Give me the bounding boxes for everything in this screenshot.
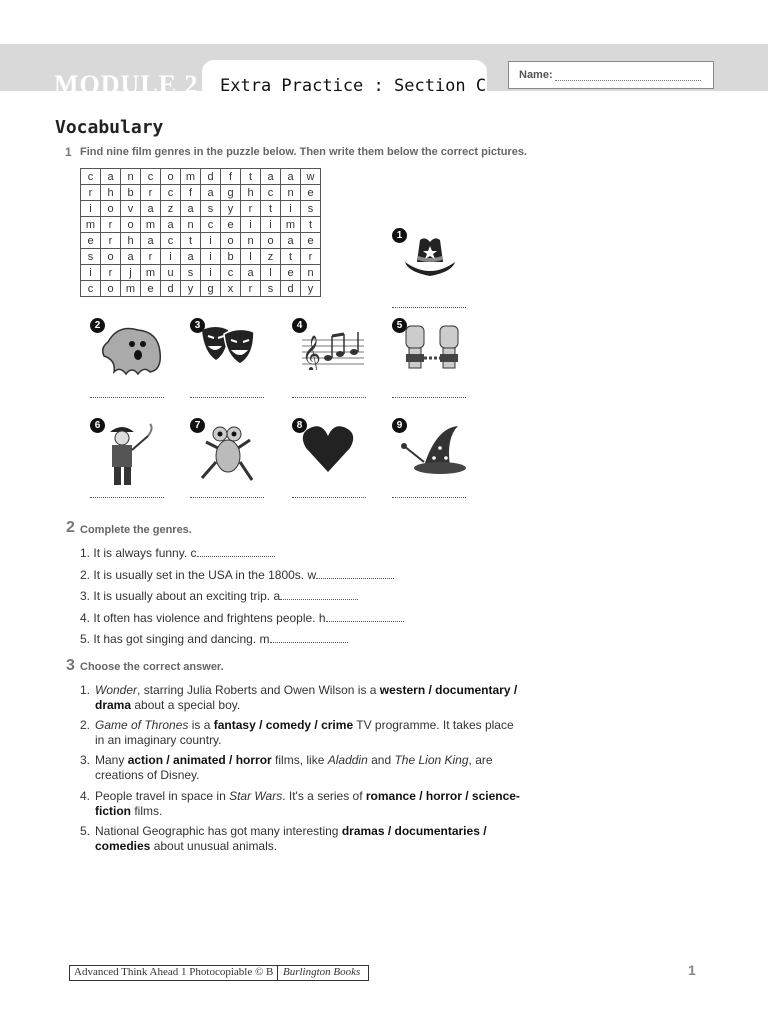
grid-cell[interactable]: b [221, 249, 241, 265]
grid-row [81, 249, 321, 265]
grid-cell[interactable]: c [161, 185, 181, 201]
svg-text:𝄞: 𝄞 [302, 334, 321, 370]
text-segment: about a special boy. [131, 698, 241, 712]
grid-cell[interactable]: z [161, 201, 181, 217]
grid-cell[interactable]: f [221, 169, 241, 185]
grid-cell[interactable]: d [201, 169, 221, 185]
grid-cell[interactable]: c [261, 185, 281, 201]
grid-cell[interactable]: y [181, 281, 201, 297]
grid-cell[interactable]: a [281, 169, 301, 185]
item-number: 2. [80, 567, 91, 582]
text-segment: Many [95, 753, 128, 767]
genre-item [80, 589, 358, 603]
item-text [95, 718, 520, 748]
section-title: Vocabulary [55, 117, 164, 138]
grid-cell[interactable]: c [221, 265, 241, 281]
grid-cell[interactable]: e [301, 185, 321, 201]
grid-row [81, 169, 321, 185]
grid-cell[interactable]: g [221, 185, 241, 201]
grid-cell[interactable]: v [121, 201, 141, 217]
grid-cell[interactable]: g [201, 281, 221, 297]
grid-cell[interactable]: j [121, 265, 141, 281]
answer-line[interactable] [392, 307, 466, 308]
picture-number: 2 [90, 318, 105, 333]
grid-cell[interactable]: w [301, 169, 321, 185]
item-text: It has got singing and dancing. [93, 632, 257, 646]
grid-row [81, 185, 321, 201]
grid-cell[interactable]: o [101, 281, 121, 297]
answer-line[interactable] [392, 497, 466, 498]
grid-cell[interactable]: i [201, 233, 221, 249]
genre-item [80, 611, 404, 625]
grid-cell[interactable]: r [241, 281, 261, 297]
picture-item [90, 418, 168, 498]
text-segment: People travel in space in [95, 789, 230, 803]
footer-copyright [69, 965, 369, 981]
page-title: Extra Practice : Section C [220, 76, 487, 96]
grid-cell[interactable]: h [241, 185, 261, 201]
cowboy-hat-icon [400, 232, 460, 287]
exercise-2-instruction: Complete the genres. [80, 524, 192, 536]
grid-cell[interactable]: r [101, 265, 121, 281]
grid-cell[interactable]: a [121, 249, 141, 265]
text-segment: National Geographic has got many interesting [95, 824, 342, 838]
item-number: 1. [80, 683, 91, 697]
grid-cell[interactable]: r [141, 185, 161, 201]
footer-text: Advanced Think Ahead 1 Photocopiable © B [74, 966, 274, 978]
answer-line[interactable] [392, 397, 466, 398]
grid-cell[interactable]: e [301, 233, 321, 249]
grid-cell[interactable]: n [181, 217, 201, 233]
picture-number: 1 [392, 228, 407, 243]
picture-number: 8 [292, 418, 307, 433]
grid-cell[interactable]: m [141, 217, 161, 233]
grid-cell[interactable]: o [261, 233, 281, 249]
title-italic: Game of Thrones [95, 718, 189, 732]
grid-cell[interactable]: t [261, 201, 281, 217]
text-segment: . It's a series of [282, 789, 366, 803]
answer-options[interactable]: fantasy / comedy / crime [213, 718, 354, 732]
question-item [80, 753, 520, 783]
item-number: 5. [80, 632, 91, 646]
grid-cell[interactable]: o [161, 169, 181, 185]
grid-cell[interactable]: m [181, 169, 201, 185]
grid-cell[interactable]: a [241, 265, 261, 281]
item-number: 1. [80, 546, 91, 560]
name-field[interactable] [555, 80, 701, 81]
picture-item [392, 418, 470, 498]
grid-cell[interactable]: s [181, 265, 201, 281]
item-first-letter: c [190, 546, 197, 560]
answer-line[interactable] [190, 497, 264, 498]
exercise-2-number: 2 [66, 519, 75, 536]
question-item [80, 718, 520, 748]
grid-row [81, 233, 321, 249]
grid-cell[interactable]: t [181, 233, 201, 249]
grid-cell[interactable]: a [281, 233, 301, 249]
grid-cell[interactable]: y [221, 201, 241, 217]
answer-options[interactable]: dramas / documentaries / comedies [95, 824, 487, 853]
text-segment: , starring Julia Roberts and Owen Wilson is a [137, 683, 380, 697]
grid-cell[interactable]: i [161, 249, 181, 265]
exercise-3-instruction: Choose the correct answer. [80, 661, 224, 673]
grid-cell[interactable]: b [121, 185, 141, 201]
grid-cell[interactable]: m [121, 281, 141, 297]
item-first-letter: a [273, 589, 281, 603]
grid-row [81, 201, 321, 217]
grid-cell[interactable]: i [241, 217, 261, 233]
text-segment: , are creations of Disney. [95, 753, 493, 782]
item-number: 3. [80, 589, 91, 603]
grid-cell[interactable]: i [261, 217, 281, 233]
answer-gap[interactable] [326, 611, 404, 622]
title-italic: Wonder [95, 683, 138, 697]
title-italic: Aladdin [327, 753, 368, 767]
grid-cell[interactable]: e [281, 265, 301, 281]
grid-cell[interactable]: u [161, 265, 181, 281]
picture-item [90, 318, 168, 398]
picture-number: 6 [90, 418, 105, 433]
footer-publisher: Burlington Books [283, 966, 361, 978]
grid-cell[interactable]: n [241, 233, 261, 249]
grid-cell[interactable]: o [101, 201, 121, 217]
item-first-letter: w [307, 567, 317, 582]
grid-cell[interactable]: s [261, 281, 281, 297]
answer-line[interactable] [90, 497, 164, 498]
grid-cell[interactable]: t [301, 217, 321, 233]
grid-cell[interactable]: s [81, 249, 101, 265]
music-notes-icon [300, 322, 366, 375]
answer-options[interactable]: western / documentary / drama [95, 683, 518, 712]
genre-item [80, 546, 275, 560]
picture-number: 3 [190, 318, 205, 333]
item-number: 5. [80, 824, 91, 838]
text-segment: films, like [271, 753, 328, 767]
answer-line[interactable] [90, 397, 164, 398]
answer-gap[interactable] [316, 568, 394, 579]
answer-line[interactable] [292, 397, 366, 398]
grid-cell[interactable]: m [281, 217, 301, 233]
grid-cell[interactable]: s [201, 201, 221, 217]
grid-cell[interactable]: n [301, 265, 321, 281]
item-text: It often has violence and frightens people. [93, 610, 316, 625]
grid-row [81, 217, 321, 233]
grid-cell[interactable]: n [281, 185, 301, 201]
grid-cell[interactable]: h [121, 233, 141, 249]
answer-options[interactable]: romance / horror / science-fiction [95, 789, 520, 818]
picture-number: 9 [392, 418, 407, 433]
grid-cell[interactable]: c [141, 169, 161, 185]
handcuffed-fists-icon [400, 322, 464, 379]
exercise-3-number: 3 [66, 657, 75, 674]
answer-gap[interactable] [270, 632, 348, 643]
grid-cell[interactable]: a [181, 249, 201, 265]
grid-cell[interactable]: y [301, 281, 321, 297]
text-segment: about unusual animals. [150, 839, 278, 853]
grid-cell[interactable]: c [161, 233, 181, 249]
grid-cell[interactable]: c [81, 281, 101, 297]
grid-cell[interactable]: e [141, 281, 161, 297]
grid-cell[interactable]: r [101, 233, 121, 249]
text-segment: is a [188, 718, 214, 732]
item-number: 4. [80, 610, 91, 625]
item-text [95, 753, 520, 783]
grid-cell[interactable]: a [161, 217, 181, 233]
grid-cell[interactable]: r [241, 201, 261, 217]
item-first-letter: m [259, 632, 270, 646]
grid-cell[interactable]: o [101, 249, 121, 265]
answer-gap[interactable] [280, 589, 358, 600]
grid-cell[interactable]: o [121, 217, 141, 233]
grid-cell[interactable]: a [261, 169, 281, 185]
grid-cell[interactable]: d [161, 281, 181, 297]
grid-cell[interactable]: t [241, 169, 261, 185]
grid-cell[interactable]: s [301, 201, 321, 217]
title-italic: The Lion King [394, 753, 469, 767]
picture-item [190, 318, 268, 398]
picture-number: 5 [392, 318, 407, 333]
grid-cell[interactable]: a [181, 201, 201, 217]
grid-cell[interactable]: r [141, 249, 161, 265]
title-italic: Star Wars [229, 789, 283, 803]
grid-cell[interactable]: e [221, 217, 241, 233]
text-segment: films. [131, 804, 163, 818]
item-text [95, 824, 520, 854]
picture-item [292, 418, 370, 498]
item-text [95, 683, 520, 713]
grid-row [81, 265, 321, 281]
genre-item [80, 632, 348, 646]
answer-line[interactable] [190, 397, 264, 398]
question-item [80, 789, 520, 819]
question-item [80, 683, 520, 713]
grid-cell[interactable]: a [141, 233, 161, 249]
picture-item [392, 318, 470, 398]
picture-item [292, 318, 370, 398]
grid-cell[interactable]: r [101, 217, 121, 233]
grid-cell[interactable]: d [281, 281, 301, 297]
grid-cell[interactable]: n [121, 169, 141, 185]
grid-cell[interactable]: i [81, 265, 101, 281]
grid-cell[interactable]: a [101, 169, 121, 185]
grid-cell[interactable]: o [221, 233, 241, 249]
item-first-letter: h [318, 610, 326, 625]
exercise-1-number: 1 [65, 145, 72, 159]
picture-number: 7 [190, 418, 205, 433]
grid-cell[interactable]: i [281, 201, 301, 217]
theatre-masks-icon [198, 322, 258, 375]
item-number: 2. [80, 718, 91, 732]
grid-cell[interactable]: i [201, 265, 221, 281]
grid-cell[interactable]: f [181, 185, 201, 201]
grid-cell[interactable]: i [201, 249, 221, 265]
grid-cell[interactable]: r [301, 249, 321, 265]
word-search-grid [80, 168, 321, 297]
heart-icon [300, 422, 356, 479]
picture-number: 4 [292, 318, 307, 333]
grid-cell[interactable]: c [81, 169, 101, 185]
text-segment: and [367, 753, 395, 767]
wizard-hat-icon [400, 422, 466, 483]
item-number: 4. [80, 789, 91, 803]
grid-cell[interactable]: t [281, 249, 301, 265]
name-label: Name: [519, 69, 553, 81]
grid-cell[interactable]: l [241, 249, 261, 265]
exercise-1-instruction: Find nine film genres in the puzzle below. Then write them below the correct pictures. [80, 146, 527, 158]
picture-item [392, 228, 470, 308]
grid-cell[interactable]: r [81, 185, 101, 201]
text-segment: TV programme. It takes place in an imaginary country. [95, 718, 514, 747]
answer-line[interactable] [292, 497, 366, 498]
item-text: It is usually set in the USA in the 1800s. [93, 567, 305, 582]
answer-gap[interactable] [197, 546, 275, 557]
answer-options[interactable]: action / animated / horror [127, 753, 272, 767]
picture-item [190, 418, 268, 498]
pirate-icon [98, 422, 158, 497]
item-text: It is usually about an exciting trip. [93, 589, 271, 603]
grid-cell[interactable]: l [261, 265, 281, 281]
grid-cell[interactable]: h [101, 185, 121, 201]
page-number: 1 [688, 962, 696, 978]
grid-cell[interactable]: e [81, 233, 101, 249]
item-number: 3. [80, 753, 91, 767]
grid-cell[interactable]: z [261, 249, 281, 265]
grid-cell[interactable]: a [141, 201, 161, 217]
grid-cell[interactable]: a [201, 185, 221, 201]
genre-item [80, 568, 394, 582]
cartoon-frog-icon [198, 422, 258, 497]
question-item [80, 824, 520, 854]
grid-cell[interactable]: c [201, 217, 221, 233]
name-box [508, 61, 714, 89]
grid-cell[interactable]: m [141, 265, 161, 281]
grid-cell[interactable]: i [81, 201, 101, 217]
grid-row [81, 281, 321, 297]
ghost-icon [98, 322, 168, 382]
module-label: MODULE 2 [54, 70, 199, 99]
grid-cell[interactable]: m [81, 217, 101, 233]
grid-cell[interactable]: x [221, 281, 241, 297]
item-text: It is always funny. [93, 546, 188, 560]
item-text [95, 789, 520, 819]
